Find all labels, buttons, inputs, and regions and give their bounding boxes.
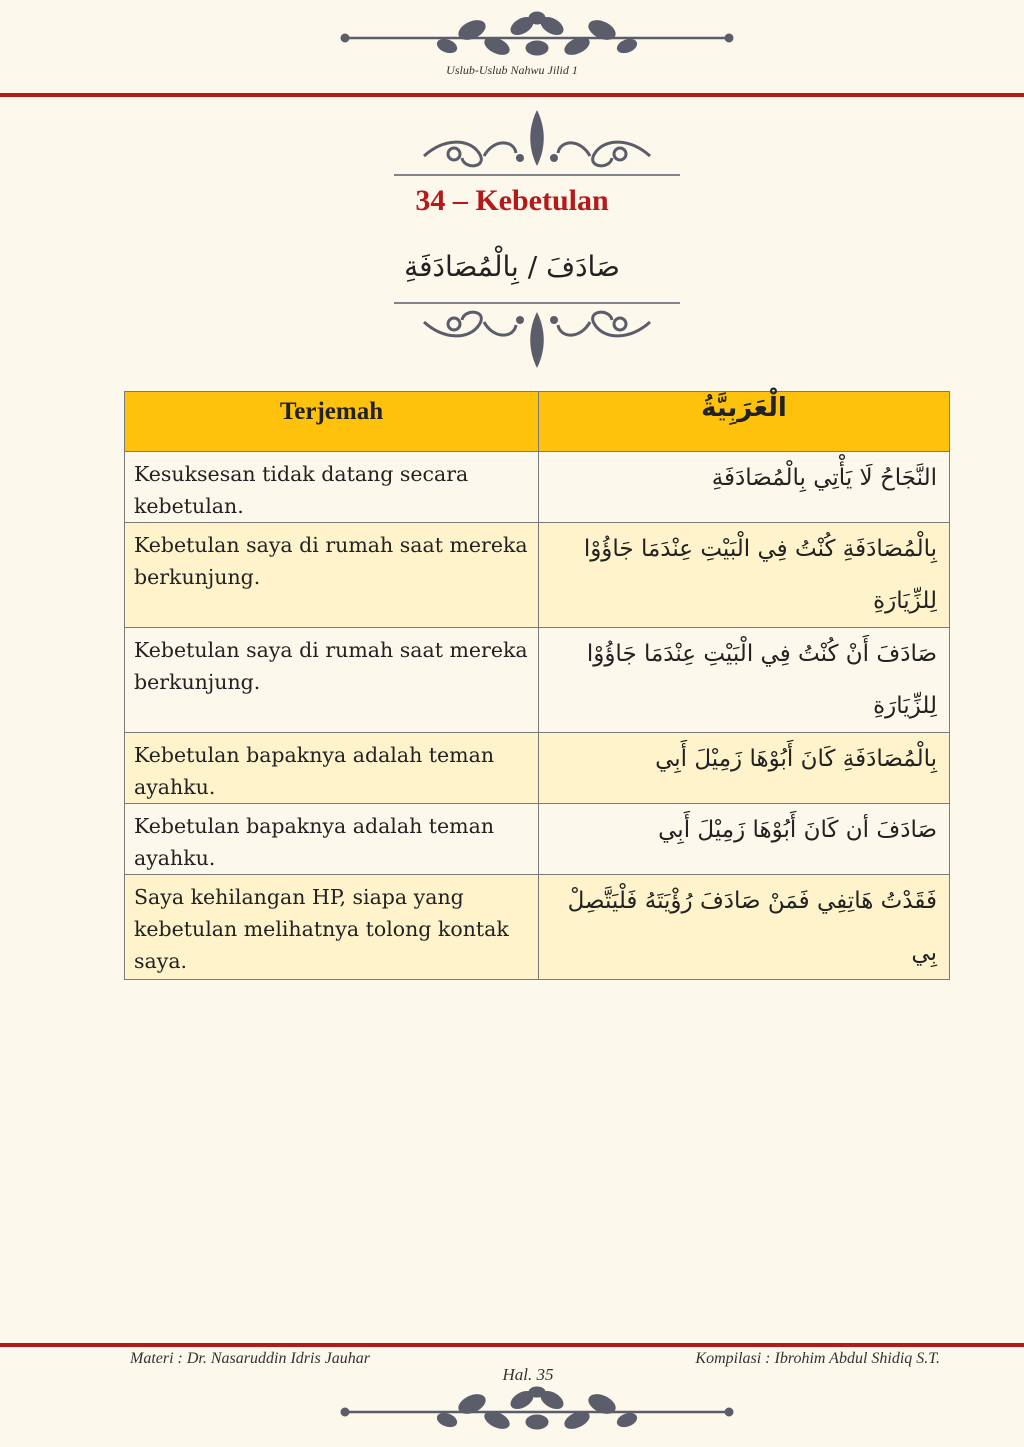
arabic-cell: النَّجَاحُ لَا يَأْتِي بِالْمُصَادَفَةِ [539,452,950,523]
arabic-cell: فَقَدْتُ هَاتِفِي فَمَنْ صَادَفَ رُؤْيَتَهُ فَلْيَتَّصِلْ بِي [539,875,950,980]
running-head: Uslub-Uslub Nahwu Jilid 1 [446,63,578,77]
header-arabic: الْعَرَبِيَّةُ [539,392,950,452]
chapter-title: 34 – Kebetulan [415,184,609,217]
footer-divider [0,1343,1024,1347]
flourish-bottom-icon [394,298,680,370]
header-ornament-icon [337,8,737,62]
table-row [125,875,950,980]
footer-ornament-icon [337,1386,737,1440]
flourish-top-icon [394,108,680,180]
table-header-row [125,392,950,452]
table-row [125,523,950,628]
footer-materi: Materi : Dr. Nasaruddin Idris Jauhar [130,1350,371,1367]
arabic-cell: صَادَفَ أَنْ كُنْتُ فِي الْبَيْتِ عِنْدَمَا جَاؤُوْا لِلزِّيَارَةِ [539,628,950,733]
translation-cell: Kebetulan bapaknya adalah teman ayahku. [125,733,539,804]
arabic-cell: صَادَفَ أن كَانَ أَبُوْهَا زَمِيْلَ أَبِي [539,804,950,875]
footer-kompilasi: Kompilasi : Ibrohim Abdul Shidiq S.T. [695,1350,940,1367]
table-row [125,628,950,733]
arabic-cell: بِالْمُصَادَفَةِ كَانَ أَبُوْهَا زَمِيْلَ أَبِي [539,733,950,804]
table-row [125,733,950,804]
translation-cell: Kebetulan saya di rumah saat mereka berkunjung. [125,523,539,628]
table-row [125,452,950,523]
translation-cell: Saya kehilangan HP, siapa yang kebetulan melihatnya tolong kontak saya. [125,875,539,980]
translation-cell: Kebetulan bapaknya adalah teman ayahku. [125,804,539,875]
table-row [125,804,950,875]
header-translation: Terjemah [125,392,539,452]
translation-cell: Kesuksesan tidak datang secara kebetulan. [125,452,539,523]
vocabulary-table [124,391,950,980]
chapter-subtitle-arabic: صَادَفَ / بِالْمُصَادَفَةِ [404,250,620,283]
page-number: Hal. 35 [502,1365,554,1384]
header-divider [0,93,1024,97]
arabic-cell: بِالْمُصَادَفَةِ كُنْتُ فِي الْبَيْتِ عِنْدَمَا جَاؤُوْا لِلزِّيَارَةِ [539,523,950,628]
translation-cell: Kebetulan saya di rumah saat mereka berkunjung. [125,628,539,733]
